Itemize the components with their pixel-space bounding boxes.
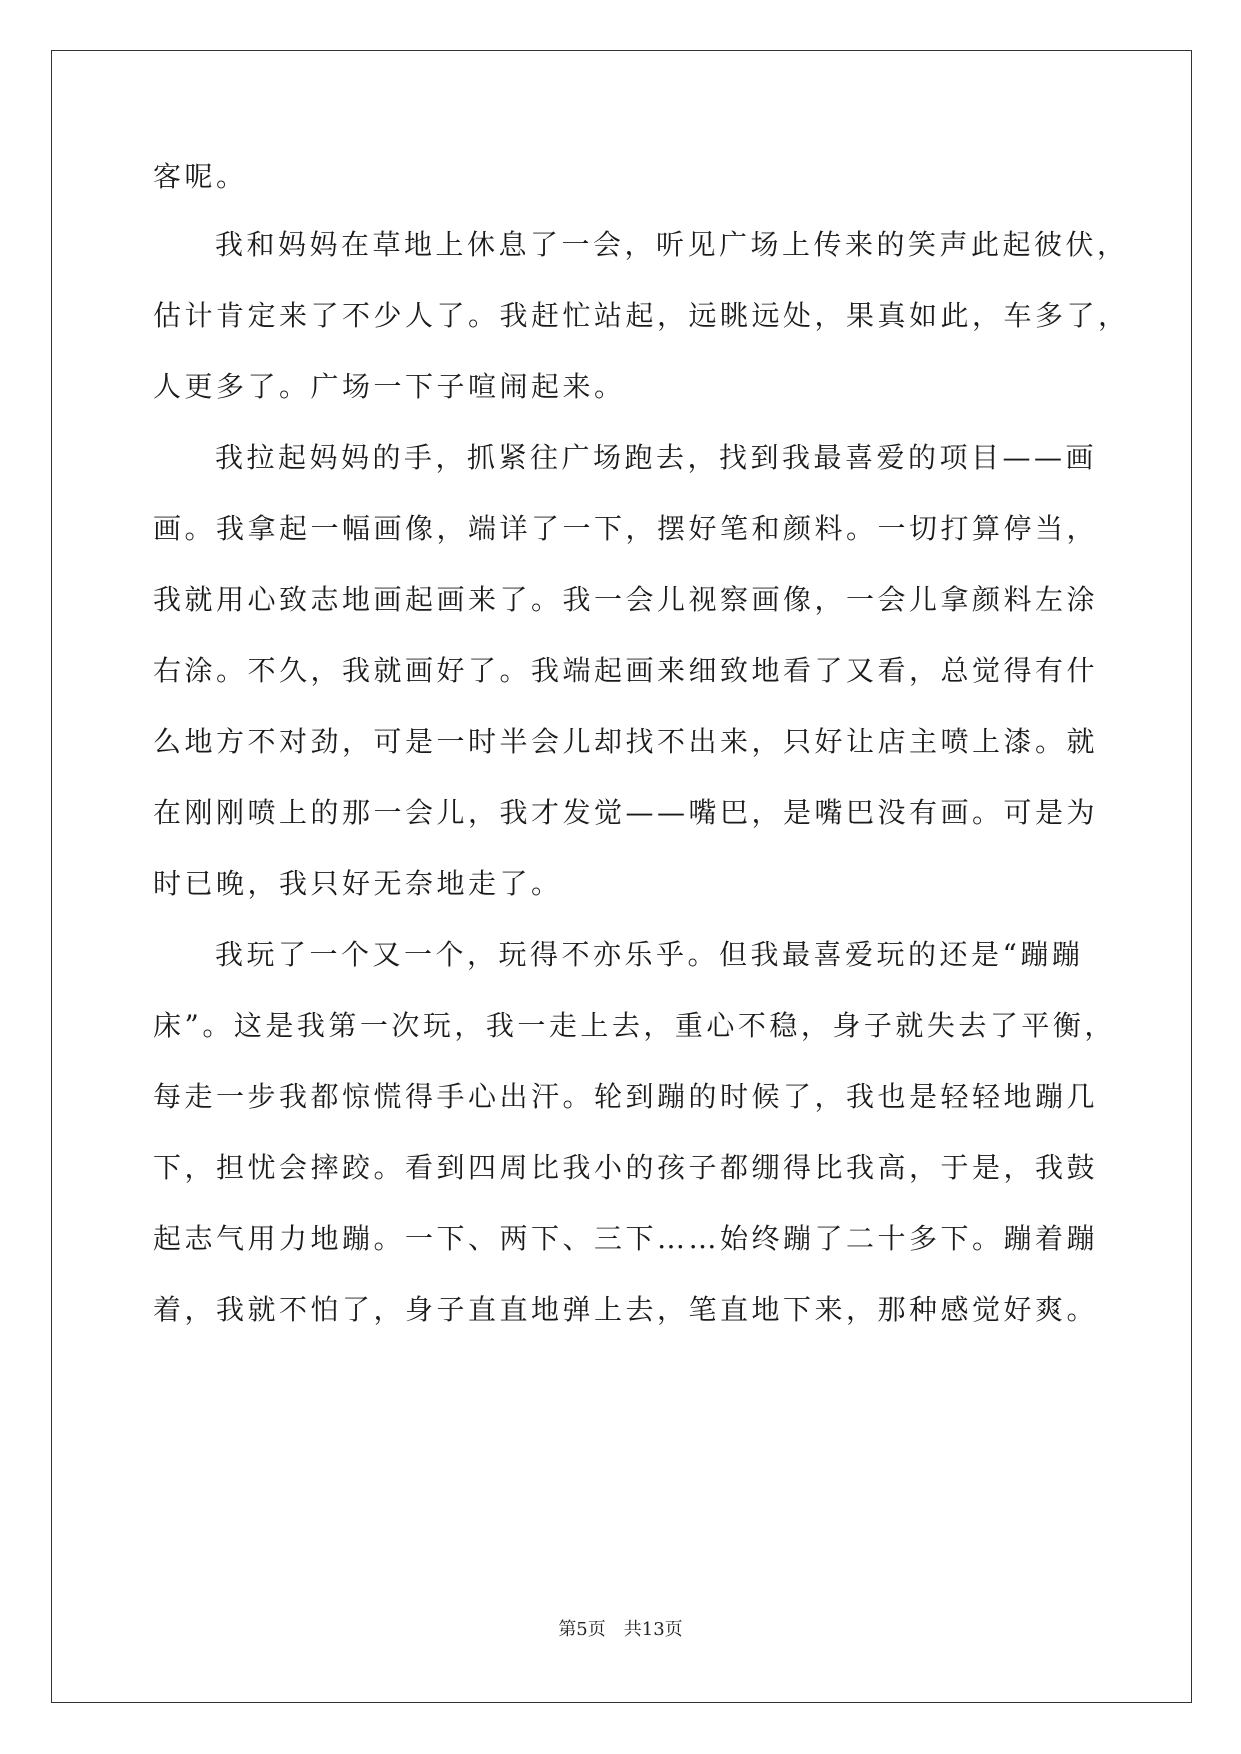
text-line: 时已晚，我只好无奈地走了。 xyxy=(153,867,563,900)
page-footer xyxy=(0,1619,1241,1641)
text-line: 么地方不对劲，可是一时半会儿却找不出来，只好让店主喷上漆。就 xyxy=(153,725,1099,758)
text-line: 右涂。不久，我就画好了。我端起画来细致地看了又看，总觉得有什 xyxy=(153,654,1099,687)
text-line: 人更多了。广场一下子喧闹起来。 xyxy=(153,370,626,403)
page-number-total: 共13页 xyxy=(623,1619,683,1640)
paragraph-first-line: 我和妈妈在草地上休息了一会，听见广场上传来的笑声此起彼伏， xyxy=(215,228,1129,261)
text-line: 下，担忧会摔跤。看到四周比我小的孩子都绷得比我高，于是，我鼓 xyxy=(153,1151,1099,1184)
page-number-current: 第5页 xyxy=(558,1619,606,1640)
paragraph-first-line: 我拉起妈妈的手，抓紧往广场跑去，找到我最喜爱的项目——画 xyxy=(215,441,1098,474)
text-line: 床”。这是我第一次玩，我一走上去，重心不稳，身子就失去了平衡， xyxy=(153,1009,1116,1042)
text-line: 画。我拿起一幅画像，端详了一下，摆好笔和颜料。一切打算停当， xyxy=(153,512,1099,545)
text-line: 每走一步我都惊慌得手心出汗。轮到蹦的时候了，我也是轻轻地蹦几 xyxy=(153,1080,1099,1113)
text-line: 起志气用力地蹦。一下、两下、三下……始终蹦了二十多下。蹦着蹦 xyxy=(153,1222,1099,1255)
text-line: 估计肯定来了不少人了。我赶忙站起，远眺远处，果真如此，车多了， xyxy=(153,299,1130,332)
text-line: 客呢。 xyxy=(153,160,248,193)
text-line: 着，我就不怕了，身子直直地弹上去，笔直地下来，那种感觉好爽。 xyxy=(153,1293,1099,1326)
paragraph-first-line: 我玩了一个又一个，玩得不亦乐乎。但我最喜爱玩的还是“蹦蹦 xyxy=(215,938,1084,971)
text-line: 我就用心致志地画起画来了。我一会儿视察画像，一会儿拿颜料左涂 xyxy=(153,583,1099,616)
text-line: 在刚刚喷上的那一会儿，我才发觉——嘴巴，是嘴巴没有画。可是为 xyxy=(153,796,1099,829)
